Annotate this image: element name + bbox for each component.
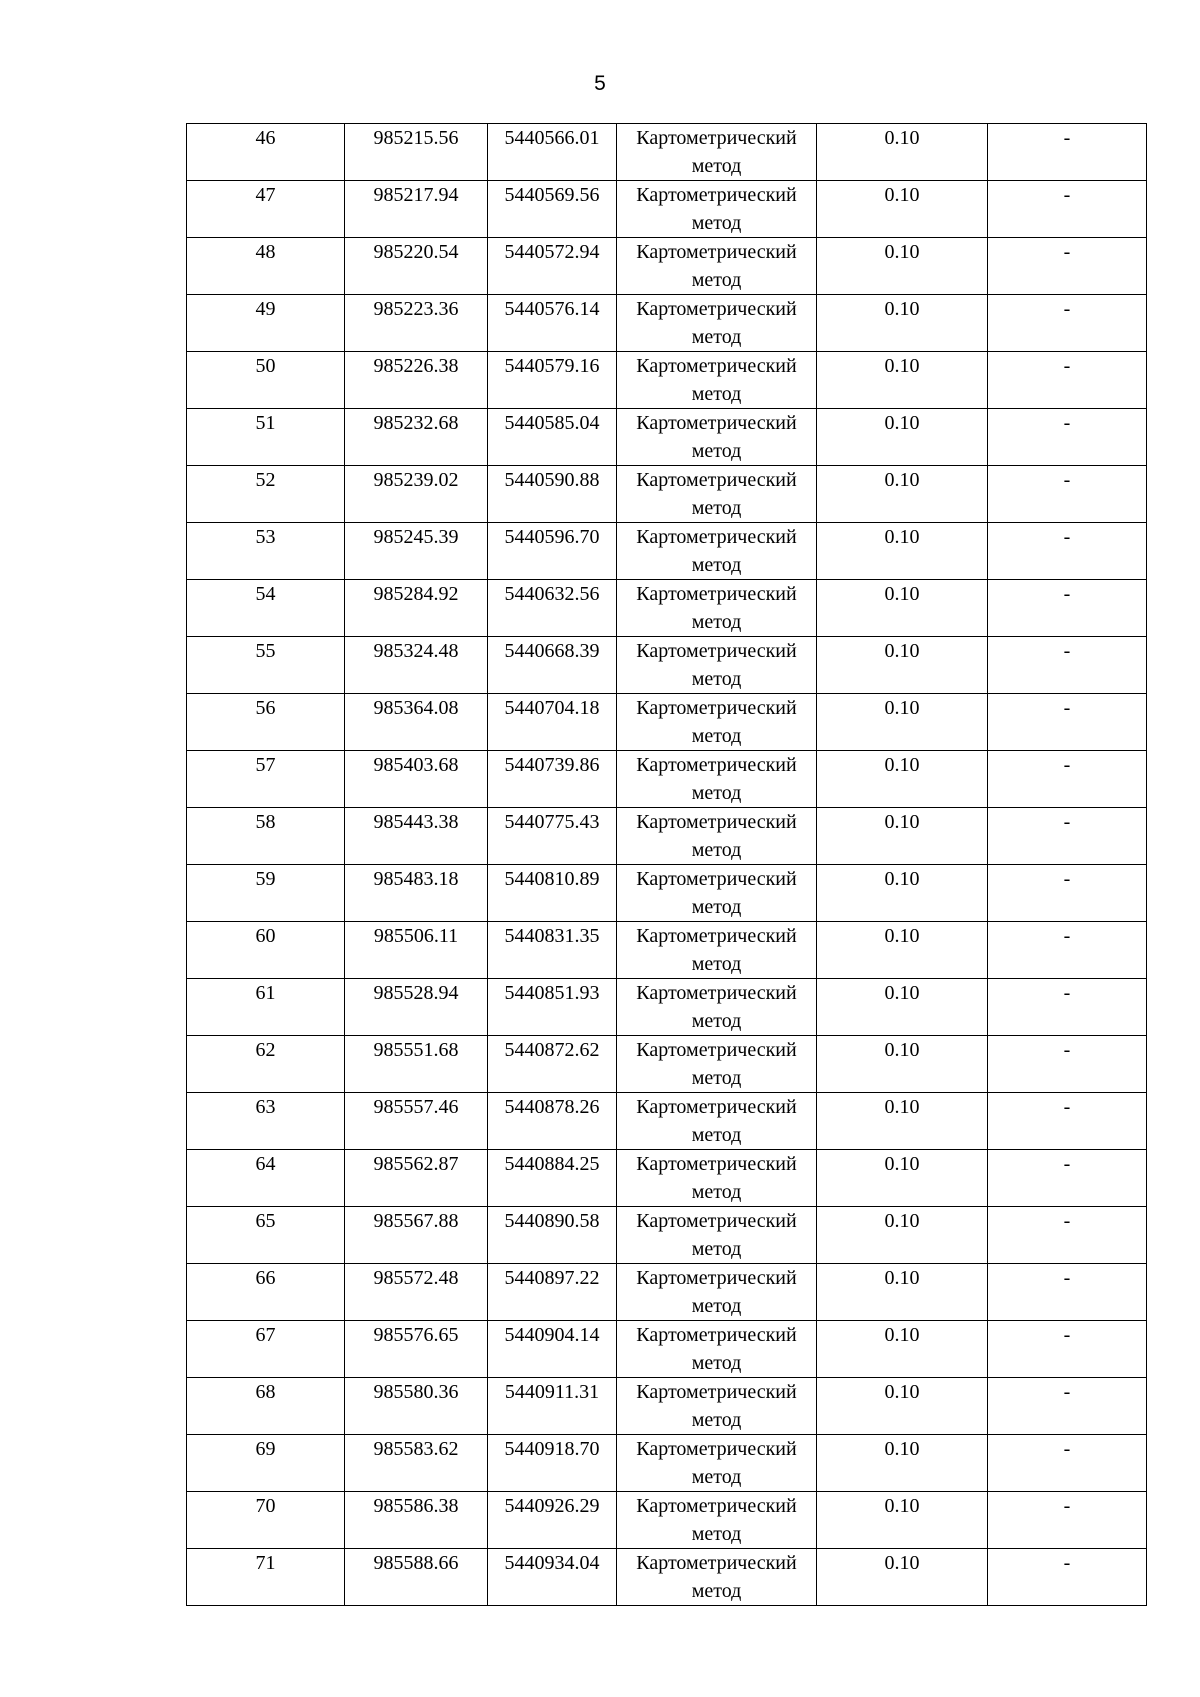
note-cell: - — [988, 238, 1147, 295]
accuracy-cell: 0.10 — [817, 466, 988, 523]
table-row — [187, 409, 1147, 466]
y-coordinate-cell: 5440884.25 — [488, 1150, 617, 1207]
method-line-1: Картометрический — [636, 754, 797, 776]
method-line-1: Картометрический — [636, 184, 797, 206]
x-coordinate-cell: 985586.38 — [345, 1492, 488, 1549]
method-line-1: Картометрический — [636, 1153, 797, 1175]
table-row — [187, 1321, 1147, 1378]
method-line-2: метод — [691, 1124, 742, 1146]
point-number-cell: 54 — [187, 580, 345, 637]
method-line-1: Картометрический — [636, 526, 797, 548]
method-line-2: метод — [691, 212, 742, 234]
accuracy-cell: 0.10 — [817, 1264, 988, 1321]
point-number-cell: 66 — [187, 1264, 345, 1321]
y-coordinate-cell: 5440775.43 — [488, 808, 617, 865]
y-coordinate-cell: 5440585.04 — [488, 409, 617, 466]
coordinates-table-body — [187, 124, 1147, 1606]
point-number-cell: 69 — [187, 1435, 345, 1492]
x-coordinate-cell: 985217.94 — [345, 181, 488, 238]
note-cell: - — [988, 352, 1147, 409]
method-line-1: Картометрический — [636, 1324, 797, 1346]
x-coordinate-cell: 985324.48 — [345, 637, 488, 694]
point-number-cell: 63 — [187, 1093, 345, 1150]
x-coordinate-cell: 985245.39 — [345, 523, 488, 580]
point-number-cell: 58 — [187, 808, 345, 865]
table-row — [187, 238, 1147, 295]
table-row — [187, 979, 1147, 1036]
method-line-1: Картометрический — [636, 1096, 797, 1118]
accuracy-cell: 0.10 — [817, 1549, 988, 1606]
note-cell: - — [988, 295, 1147, 352]
accuracy-cell: 0.10 — [817, 1036, 988, 1093]
method-line-1: Картометрический — [636, 241, 797, 263]
point-number-cell: 56 — [187, 694, 345, 751]
note-cell: - — [988, 694, 1147, 751]
point-number-cell: 48 — [187, 238, 345, 295]
table-row — [187, 865, 1147, 922]
method-cell — [617, 1378, 817, 1435]
y-coordinate-cell: 5440911.31 — [488, 1378, 617, 1435]
method-line-2: метод — [691, 1295, 742, 1317]
accuracy-cell: 0.10 — [817, 295, 988, 352]
method-cell — [617, 751, 817, 808]
note-cell: - — [988, 979, 1147, 1036]
method-line-2: метод — [691, 383, 742, 405]
y-coordinate-cell: 5440918.70 — [488, 1435, 617, 1492]
table-row — [187, 1549, 1147, 1606]
method-line-2: метод — [691, 440, 742, 462]
accuracy-cell: 0.10 — [817, 124, 988, 181]
method-cell — [617, 637, 817, 694]
x-coordinate-cell: 985562.87 — [345, 1150, 488, 1207]
x-coordinate-cell: 985557.46 — [345, 1093, 488, 1150]
accuracy-cell: 0.10 — [817, 1207, 988, 1264]
accuracy-cell: 0.10 — [817, 352, 988, 409]
y-coordinate-cell: 5440596.70 — [488, 523, 617, 580]
table-row — [187, 694, 1147, 751]
method-cell — [617, 865, 817, 922]
x-coordinate-cell: 985239.02 — [345, 466, 488, 523]
point-number-cell: 60 — [187, 922, 345, 979]
accuracy-cell: 0.10 — [817, 580, 988, 637]
method-line-2: метод — [691, 953, 742, 975]
point-number-cell: 51 — [187, 409, 345, 466]
note-cell: - — [988, 1378, 1147, 1435]
table-row — [187, 1036, 1147, 1093]
method-cell — [617, 1435, 817, 1492]
note-cell: - — [988, 409, 1147, 466]
note-cell: - — [988, 181, 1147, 238]
accuracy-cell: 0.10 — [817, 238, 988, 295]
method-line-1: Картометрический — [636, 640, 797, 662]
x-coordinate-cell: 985567.88 — [345, 1207, 488, 1264]
note-cell: - — [988, 1321, 1147, 1378]
accuracy-cell: 0.10 — [817, 865, 988, 922]
method-cell — [617, 979, 817, 1036]
y-coordinate-cell: 5440576.14 — [488, 295, 617, 352]
method-line-2: метод — [691, 326, 742, 348]
x-coordinate-cell: 985403.68 — [345, 751, 488, 808]
method-cell — [617, 238, 817, 295]
method-line-2: метод — [691, 1181, 742, 1203]
method-line-2: метод — [691, 668, 742, 690]
point-number-cell: 68 — [187, 1378, 345, 1435]
y-coordinate-cell: 5440878.26 — [488, 1093, 617, 1150]
x-coordinate-cell: 985364.08 — [345, 694, 488, 751]
note-cell: - — [988, 580, 1147, 637]
x-coordinate-cell: 985588.66 — [345, 1549, 488, 1606]
method-line-2: метод — [691, 1466, 742, 1488]
method-line-1: Картометрический — [636, 1381, 797, 1403]
method-cell — [617, 1549, 817, 1606]
accuracy-cell: 0.10 — [817, 922, 988, 979]
point-number-cell: 49 — [187, 295, 345, 352]
y-coordinate-cell: 5440739.86 — [488, 751, 617, 808]
method-line-2: метод — [691, 896, 742, 918]
method-cell — [617, 1207, 817, 1264]
method-cell — [617, 409, 817, 466]
method-line-1: Картометрический — [636, 868, 797, 890]
x-coordinate-cell: 985551.68 — [345, 1036, 488, 1093]
accuracy-cell: 0.10 — [817, 1093, 988, 1150]
method-cell — [617, 1150, 817, 1207]
point-number-cell: 55 — [187, 637, 345, 694]
point-number-cell: 52 — [187, 466, 345, 523]
table-row — [187, 1435, 1147, 1492]
point-number-cell: 64 — [187, 1150, 345, 1207]
method-cell — [617, 922, 817, 979]
method-line-1: Картометрический — [636, 355, 797, 377]
method-line-1: Картометрический — [636, 412, 797, 434]
accuracy-cell: 0.10 — [817, 409, 988, 466]
method-line-2: метод — [691, 782, 742, 804]
x-coordinate-cell: 985284.92 — [345, 580, 488, 637]
point-number-cell: 53 — [187, 523, 345, 580]
y-coordinate-cell: 5440572.94 — [488, 238, 617, 295]
method-cell — [617, 1264, 817, 1321]
x-coordinate-cell: 985580.36 — [345, 1378, 488, 1435]
method-cell — [617, 1492, 817, 1549]
table-row — [187, 352, 1147, 409]
accuracy-cell: 0.10 — [817, 1150, 988, 1207]
note-cell: - — [988, 1264, 1147, 1321]
method-cell — [617, 1036, 817, 1093]
coordinates-table — [186, 123, 1147, 1606]
method-line-1: Картометрический — [636, 583, 797, 605]
method-cell — [617, 1093, 817, 1150]
point-number-cell: 47 — [187, 181, 345, 238]
method-cell — [617, 295, 817, 352]
point-number-cell: 62 — [187, 1036, 345, 1093]
accuracy-cell: 0.10 — [817, 979, 988, 1036]
y-coordinate-cell: 5440890.58 — [488, 1207, 617, 1264]
x-coordinate-cell: 985583.62 — [345, 1435, 488, 1492]
x-coordinate-cell: 985506.11 — [345, 922, 488, 979]
point-number-cell: 59 — [187, 865, 345, 922]
point-number-cell: 65 — [187, 1207, 345, 1264]
x-coordinate-cell: 985576.65 — [345, 1321, 488, 1378]
method-line-2: метод — [691, 1523, 742, 1545]
method-line-2: метод — [691, 554, 742, 576]
point-number-cell: 50 — [187, 352, 345, 409]
method-cell — [617, 124, 817, 181]
x-coordinate-cell: 985443.38 — [345, 808, 488, 865]
method-cell — [617, 181, 817, 238]
method-line-1: Картометрический — [636, 925, 797, 947]
y-coordinate-cell: 5440810.89 — [488, 865, 617, 922]
x-coordinate-cell: 985223.36 — [345, 295, 488, 352]
method-line-1: Картометрический — [636, 1267, 797, 1289]
method-cell — [617, 466, 817, 523]
accuracy-cell: 0.10 — [817, 694, 988, 751]
table-row — [187, 637, 1147, 694]
method-line-2: метод — [691, 725, 742, 747]
method-line-2: метод — [691, 1238, 742, 1260]
accuracy-cell: 0.10 — [817, 1378, 988, 1435]
accuracy-cell: 0.10 — [817, 808, 988, 865]
y-coordinate-cell: 5440851.93 — [488, 979, 617, 1036]
point-number-cell: 67 — [187, 1321, 345, 1378]
table-row — [187, 1150, 1147, 1207]
page-number: 5 — [594, 72, 606, 95]
method-line-1: Картометрический — [636, 982, 797, 1004]
method-line-2: метод — [691, 611, 742, 633]
note-cell: - — [988, 1150, 1147, 1207]
note-cell: - — [988, 1549, 1147, 1606]
y-coordinate-cell: 5440632.56 — [488, 580, 617, 637]
table-row — [187, 124, 1147, 181]
table-row — [187, 1492, 1147, 1549]
y-coordinate-cell: 5440872.62 — [488, 1036, 617, 1093]
note-cell: - — [988, 922, 1147, 979]
note-cell: - — [988, 1093, 1147, 1150]
table-row — [187, 523, 1147, 580]
table-row — [187, 1378, 1147, 1435]
note-cell: - — [988, 124, 1147, 181]
note-cell: - — [988, 865, 1147, 922]
method-cell — [617, 580, 817, 637]
method-line-2: метод — [691, 1580, 742, 1602]
method-line-2: метод — [691, 1409, 742, 1431]
note-cell: - — [988, 1036, 1147, 1093]
point-number-cell: 71 — [187, 1549, 345, 1606]
table-row — [187, 1264, 1147, 1321]
method-line-1: Картометрический — [636, 469, 797, 491]
y-coordinate-cell: 5440934.04 — [488, 1549, 617, 1606]
y-coordinate-cell: 5440897.22 — [488, 1264, 617, 1321]
y-coordinate-cell: 5440668.39 — [488, 637, 617, 694]
method-line-2: метод — [691, 269, 742, 291]
note-cell: - — [988, 808, 1147, 865]
note-cell: - — [988, 1492, 1147, 1549]
method-line-1: Картометрический — [636, 127, 797, 149]
method-line-2: метод — [691, 155, 742, 177]
table-row — [187, 751, 1147, 808]
x-coordinate-cell: 985226.38 — [345, 352, 488, 409]
x-coordinate-cell: 985483.18 — [345, 865, 488, 922]
note-cell: - — [988, 637, 1147, 694]
accuracy-cell: 0.10 — [817, 751, 988, 808]
method-line-1: Картометрический — [636, 1495, 797, 1517]
point-number-cell: 46 — [187, 124, 345, 181]
method-line-1: Картометрический — [636, 811, 797, 833]
accuracy-cell: 0.10 — [817, 1321, 988, 1378]
method-line-1: Картометрический — [636, 1438, 797, 1460]
y-coordinate-cell: 5440904.14 — [488, 1321, 617, 1378]
point-number-cell: 70 — [187, 1492, 345, 1549]
method-line-1: Картометрический — [636, 298, 797, 320]
table-row — [187, 922, 1147, 979]
y-coordinate-cell: 5440831.35 — [488, 922, 617, 979]
table-row — [187, 580, 1147, 637]
method-cell — [617, 523, 817, 580]
x-coordinate-cell: 985232.68 — [345, 409, 488, 466]
method-line-2: метод — [691, 839, 742, 861]
method-cell — [617, 352, 817, 409]
note-cell: - — [988, 751, 1147, 808]
x-coordinate-cell: 985220.54 — [345, 238, 488, 295]
accuracy-cell: 0.10 — [817, 523, 988, 580]
method-line-2: метод — [691, 1010, 742, 1032]
point-number-cell: 57 — [187, 751, 345, 808]
table-row — [187, 466, 1147, 523]
x-coordinate-cell: 985528.94 — [345, 979, 488, 1036]
method-line-2: метод — [691, 1352, 742, 1374]
method-cell — [617, 1321, 817, 1378]
y-coordinate-cell: 5440926.29 — [488, 1492, 617, 1549]
accuracy-cell: 0.10 — [817, 637, 988, 694]
accuracy-cell: 0.10 — [817, 1492, 988, 1549]
method-line-1: Картометрический — [636, 1210, 797, 1232]
note-cell: - — [988, 1207, 1147, 1264]
note-cell: - — [988, 466, 1147, 523]
point-number-cell: 61 — [187, 979, 345, 1036]
table-row — [187, 1207, 1147, 1264]
method-line-1: Картометрический — [636, 1039, 797, 1061]
y-coordinate-cell: 5440579.16 — [488, 352, 617, 409]
x-coordinate-cell: 985572.48 — [345, 1264, 488, 1321]
y-coordinate-cell: 5440569.56 — [488, 181, 617, 238]
table-row — [187, 1093, 1147, 1150]
table-row — [187, 295, 1147, 352]
method-line-2: метод — [691, 1067, 742, 1089]
method-cell — [617, 694, 817, 751]
y-coordinate-cell: 5440566.01 — [488, 124, 617, 181]
note-cell: - — [988, 1435, 1147, 1492]
accuracy-cell: 0.10 — [817, 181, 988, 238]
note-cell: - — [988, 523, 1147, 580]
y-coordinate-cell: 5440590.88 — [488, 466, 617, 523]
accuracy-cell: 0.10 — [817, 1435, 988, 1492]
x-coordinate-cell: 985215.56 — [345, 124, 488, 181]
method-cell — [617, 808, 817, 865]
table-row — [187, 181, 1147, 238]
table-row — [187, 808, 1147, 865]
y-coordinate-cell: 5440704.18 — [488, 694, 617, 751]
method-line-1: Картометрический — [636, 1552, 797, 1574]
method-line-2: метод — [691, 497, 742, 519]
method-line-1: Картометрический — [636, 697, 797, 719]
